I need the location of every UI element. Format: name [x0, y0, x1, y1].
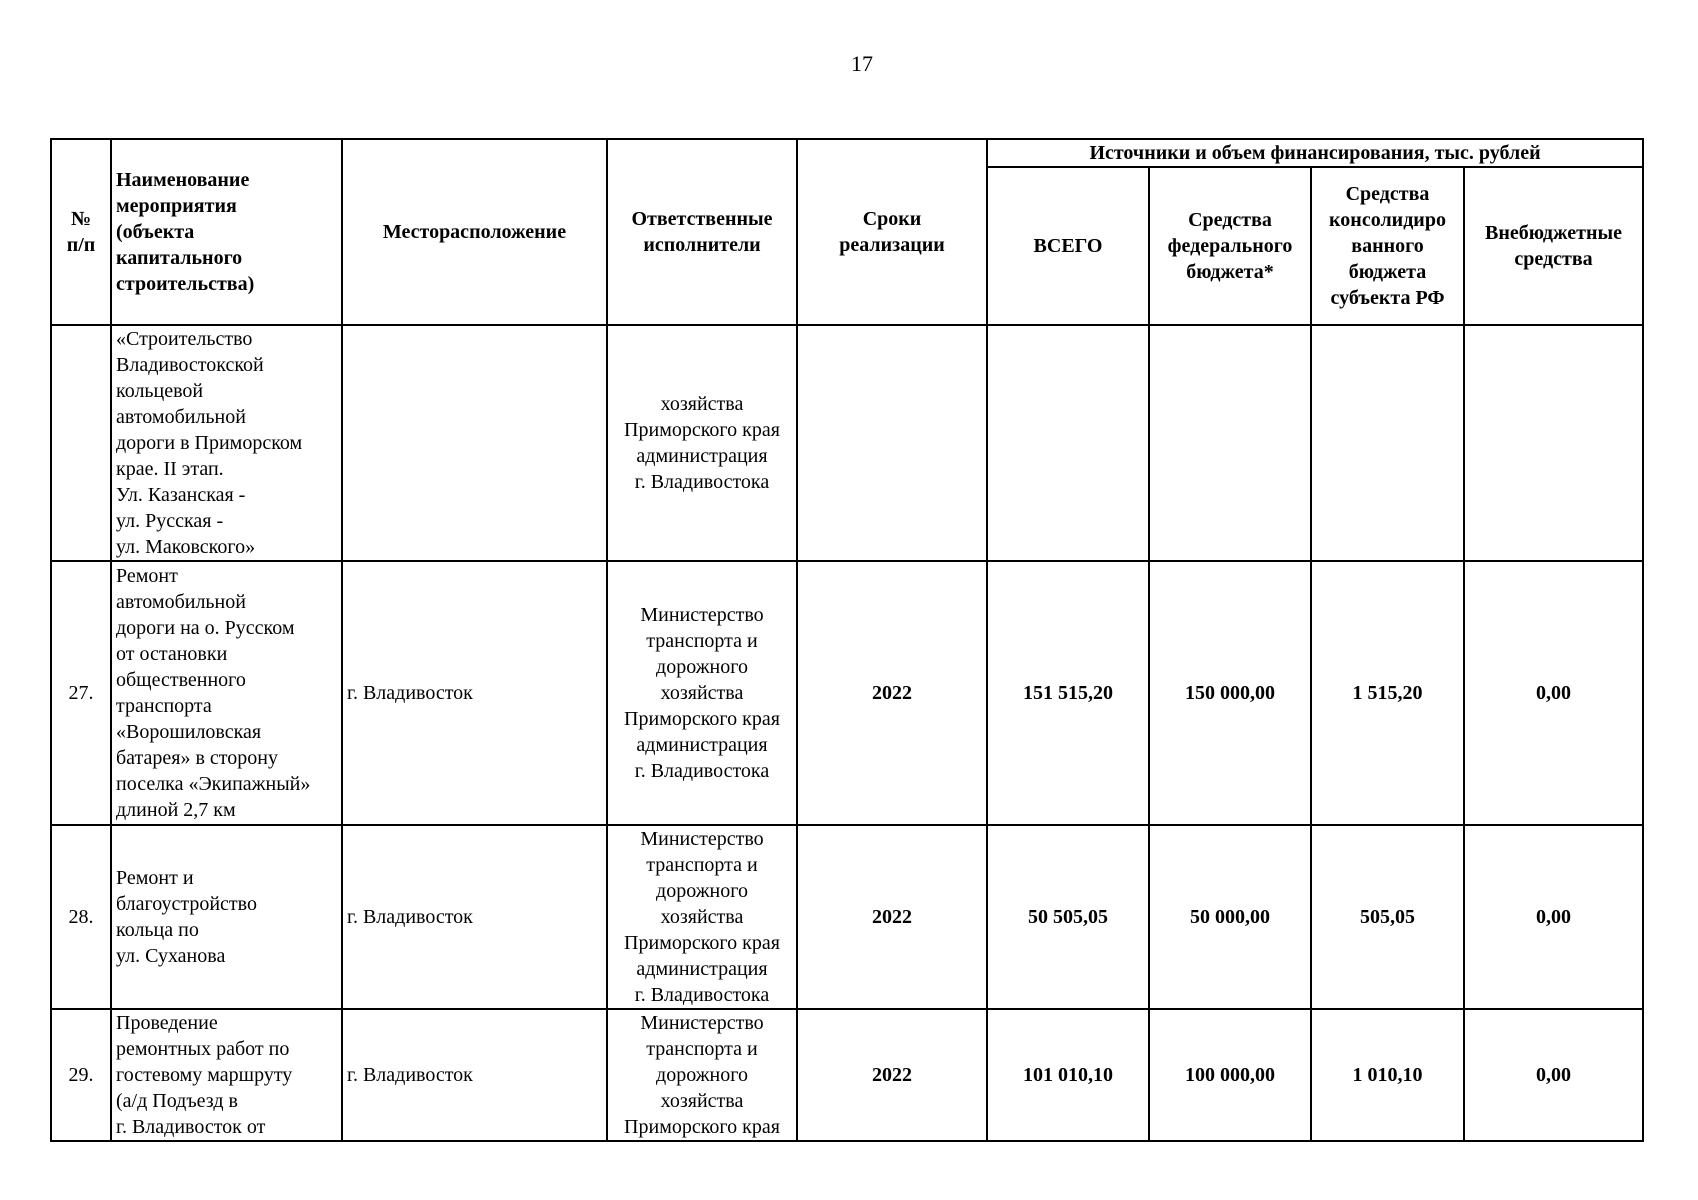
header-num: № п/п	[51, 139, 111, 325]
row-federal: 50 000,00	[1149, 825, 1311, 1009]
table-row	[51, 1009, 1643, 1141]
header-total: ВСЕГО	[987, 167, 1149, 325]
table-row	[51, 561, 1643, 825]
row-federal: 100 000,00	[1149, 1009, 1311, 1141]
row-name: Ремонт автомобильной дороги на о. Русском от остановки общественного транспорта «Ворошиловская батарея» в сторону поселка «Экипажный» длиной 2,7 км	[111, 561, 342, 825]
page-number: 17	[851, 51, 873, 76]
row-consolidated: 1 010,10	[1311, 1009, 1464, 1141]
row-responsible: Министерство транспорта и дорожного хозяйства Приморского края администрация г. Владивостока	[607, 825, 797, 1009]
row-num	[51, 325, 111, 561]
header-consolidated: Средства консолидиро ванного бюджета субъекта РФ	[1311, 167, 1464, 325]
row-terms: 2022	[797, 1009, 987, 1141]
row-terms	[797, 325, 987, 561]
row-num: 27.	[51, 561, 111, 825]
row-total	[987, 325, 1149, 561]
row-extrabudget	[1464, 325, 1643, 561]
header-responsible: Ответственные исполнители	[607, 139, 797, 325]
funding-table	[50, 138, 1644, 1142]
table-row	[51, 325, 1643, 561]
row-consolidated: 1 515,20	[1311, 561, 1464, 825]
row-consolidated: 505,05	[1311, 825, 1464, 1009]
header-funding-group: Источники и объем финансирования, тыс. рублей	[987, 139, 1643, 167]
table-row	[51, 825, 1643, 1009]
row-location	[342, 325, 607, 561]
row-name: Ремонт и благоустройство кольца по ул. Суханова	[111, 825, 342, 1009]
row-location: г. Владивосток	[342, 825, 607, 1009]
row-consolidated	[1311, 325, 1464, 561]
row-federal: 150 000,00	[1149, 561, 1311, 825]
row-responsible: Министерство транспорта и дорожного хозяйства Приморского края	[607, 1009, 797, 1141]
row-name: Проведение ремонтных работ по гостевому маршруту (а/д Подъезд в г. Владивосток от	[111, 1009, 342, 1141]
header-name: Наименование мероприятия (объекта капитального строительства)	[111, 139, 342, 325]
header-federal: Средства федерального бюджета*	[1149, 167, 1311, 325]
row-total: 101 010,10	[987, 1009, 1149, 1141]
row-location: г. Владивосток	[342, 561, 607, 825]
row-location: г. Владивосток	[342, 1009, 607, 1141]
row-num: 28.	[51, 825, 111, 1009]
header-terms: Сроки реализации	[797, 139, 987, 325]
row-extrabudget: 0,00	[1464, 561, 1643, 825]
header-location: Месторасположение	[342, 139, 607, 325]
row-extrabudget: 0,00	[1464, 1009, 1643, 1141]
row-num: 29.	[51, 1009, 111, 1141]
row-responsible: хозяйства Приморского края администрация г. Владивостока	[607, 325, 797, 561]
header-extrabudget: Внебюджетные средства	[1464, 167, 1643, 325]
row-total: 151 515,20	[987, 561, 1149, 825]
row-federal	[1149, 325, 1311, 561]
row-terms: 2022	[797, 561, 987, 825]
row-total: 50 505,05	[987, 825, 1149, 1009]
row-responsible: Министерство транспорта и дорожного хозяйства Приморского края администрация г. Владивостока	[607, 561, 797, 825]
row-name: «Строительство Владивостокской кольцевой автомобильной дороги в Приморском крае. II этап. Ул. Казанская - ул. Русская - ул. Маковского»	[111, 325, 342, 561]
row-terms: 2022	[797, 825, 987, 1009]
row-extrabudget: 0,00	[1464, 825, 1643, 1009]
